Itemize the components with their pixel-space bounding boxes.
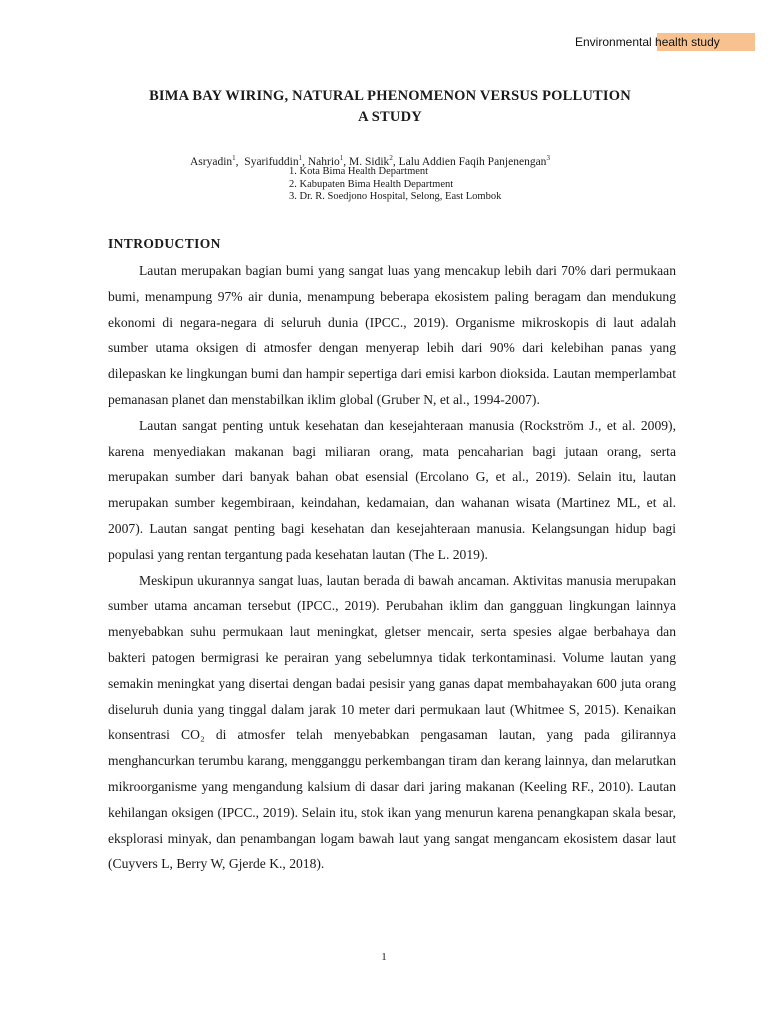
author-name: M. Sidik <box>349 155 390 168</box>
affiliation-item: 2. Kabupaten Bima Health Department <box>289 178 454 190</box>
author-name: Asryadin <box>190 155 233 168</box>
title-line-1: BIMA BAY WIRING, NATURAL PHENOMENON VERSUS POLLUTION <box>149 88 631 104</box>
running-header: Environmental health study <box>565 33 755 51</box>
affiliation-list <box>289 166 501 204</box>
paragraph: Meskipun ukurannya sangat luas, lautan berada di bawah ancaman. Aktivitas manusia merupakan sumber utama ancaman tersebut (IPCC., 2019). Perubahan iklim dan gangguan lingkungan lainnya menyebabkan suhu permukaan laut meningkat, gletser mencair, serta spesies algae berbahaya dan bakteri patogen bermigrasi ke perairan yang sebelumnya tidak terkontaminasi. Volume lautan yang semakin meningkat yang disertai dengan badai pesisir yang ganas dapat membahayakan 600 juta orang diseluruh dunia yang tinggal dalam jarak 10 meter dari permukaan laut (Whitmee S, 2015). Kenaikan konsentrasi CO₂ di atmosfer telah menyebabkan pengasaman lautan, yang pada gilirannya menghancurkan terumbu karang, mengganggu perkembangan tiram dan kerang lainnya, dan melarutkan mikroorganisme yang mengandung kalsium di dasar dari jaring makanan (Keeling RF., 2010). Lautan kehilangan oksigen (IPCC., 2019). Selain itu, stok ikan yang menurun karena penangkapan skala besar, eksplorasi minyak, dan penambangan logam bawah laut yang sangat mengancam ekosistem dasar laut (Cuyvers L, Berry W, Gjerde K., 2018). <box>108 572 676 872</box>
section-heading: INTRODUCTION <box>108 236 221 251</box>
body-text <box>108 258 676 877</box>
page-number: 1 <box>381 951 387 963</box>
author-name: Lalu Addien Faqih Panjenengan <box>398 155 547 168</box>
affiliation-item: 1. Kota Bima Health Department <box>289 166 429 177</box>
paragraph: Lautan sangat penting untuk kesehatan dan kesejahteraan manusia (Rockström J., et al. 2009), karena menyediakan makanan bagi miliaran orang, mata pencaharian bagi jutaan orang, serta merupakan sumber dari banyak bahan obat esensial (Ercolano G, et al., 2019). Selain itu, lautan merupakan sumber kegembiraan, keindahan, kedamaian, dan wahanan wisata (Martinez ML, et al. 2007). Lautan sangat penting bagi kesehatan dan kesejahteraan manusia. Kelangsungan hidup bagi populasi yang rentan tergantung pada kesehatan lautan (The L. 2019). <box>108 417 676 562</box>
title-line-2: A STUDY <box>358 109 422 125</box>
author-affiliation-mark: 1 <box>298 154 303 162</box>
author-affiliation-mark: 1 <box>232 154 236 162</box>
paper-title <box>100 86 680 128</box>
author-name: Syarifuddin <box>244 155 299 168</box>
author-affiliation-mark: 3 <box>546 154 550 162</box>
author-affiliation-mark: 2 <box>389 154 393 162</box>
author-name: Nahrio <box>307 155 340 168</box>
author-affiliation-mark: 1 <box>339 154 344 162</box>
author-list: Asryadin$^1$, Syarifuddin$^1$, Nahrio$^1$, M. Sidik$^2$, Lalu Addien Faqih Panjenengan$^3$ <box>190 154 550 168</box>
affiliation-item: 3. Dr. R. Soedjono Hospital, Selong, East Lombok <box>289 191 502 202</box>
paragraph: Lautan merupakan bagian bumi yang sangat luas yang mencakup lebih dari 70% dari permukaan bumi, menampung 97% air dunia, menampung beberapa ekosistem paling beragam dan mendukung ekonomi di negara-negara di seluruh dunia (IPCC., 2019). Organisme mikroskopis di laut adalah sumber utama oksigen di atmosfer dengan menyerap lebih dari 90% dari kelebihan panas yang dilepaskan ke lingkungan bumi dan hampir sepertiga dari emisi karbon dioksida. Lautan memperlambat pemanasan planet dan menstabilkan iklim global (Gruber N, et al., 1994-2007). <box>108 263 676 407</box>
